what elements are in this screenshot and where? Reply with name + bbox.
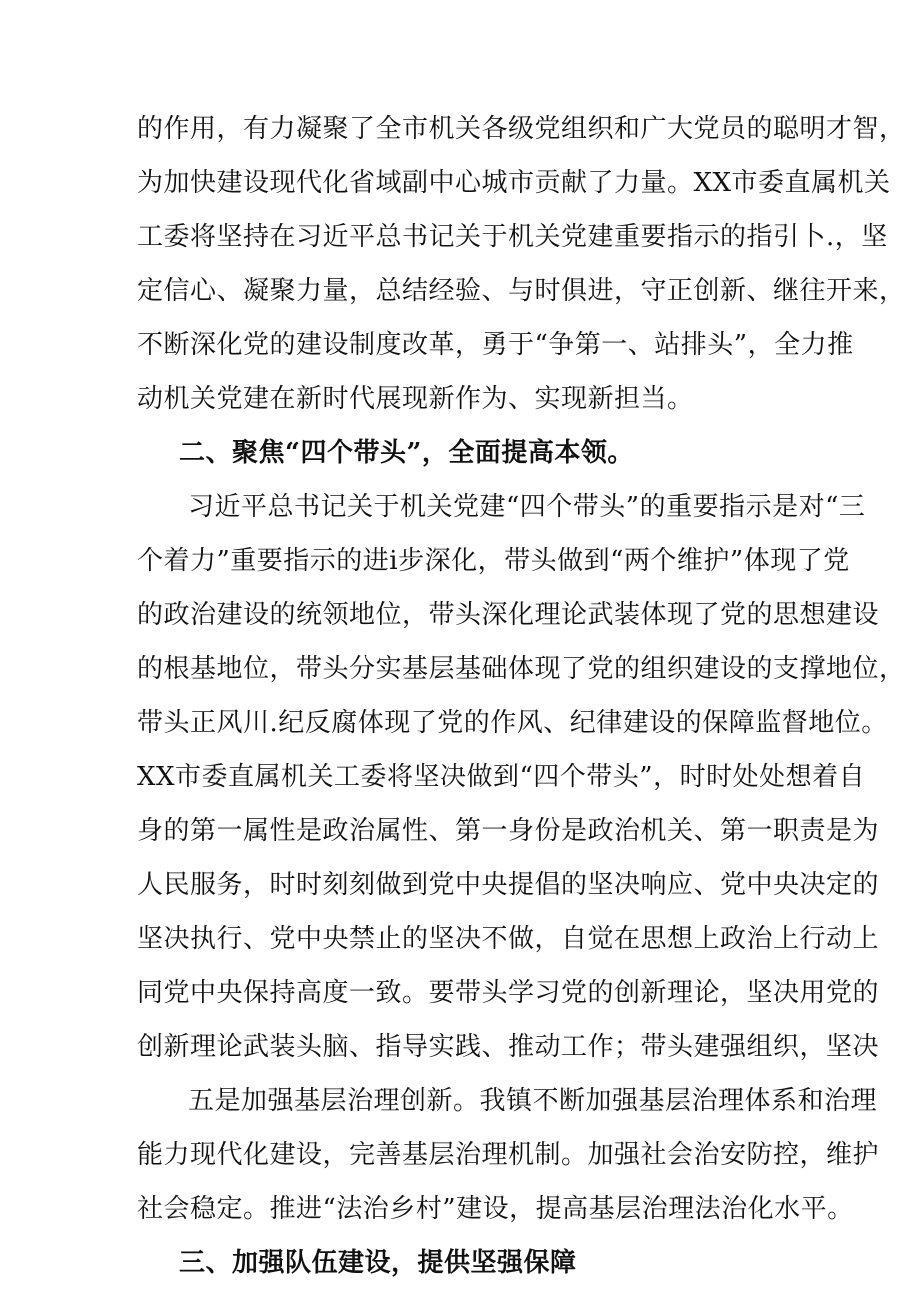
paragraph-1-line-6: 动机关党建在新时代展现新作为、实现新担当。 [137,384,694,414]
paragraph-2-line-7: 身的第一属性是政治属性、第一身份是政治机关、第一职责是为 [137,816,880,846]
paragraph-3-line-3: 社会稳定。推进“法治乡村”建设，提高基层治理法治化水平。 [137,1194,854,1224]
paragraph-3-line-1: 五是加强基层治理创新。我镇不断加强基层治理体系和治理 [188,1086,878,1116]
paragraph-2-line-9: 坚决执行、党中央禁止的坚决不做，自觉在思想上政治上行动上 [137,924,880,954]
paragraph-1-line-5: 不断深化党的建设制度改革，勇于“争第一、站排头”，全力推 [137,330,854,360]
section-heading-2: 二、聚焦“四个带头”，全面提高本领。 [179,438,634,468]
paragraph-2-line-2: 个着力”重要指示的进i步深化，带头做到“两个维护”体现了党 [137,546,850,576]
paragraph-1-line-4: 定信心、凝聚力量，总结经验、与时俱进，守正创新、继往开来， [137,276,906,306]
paragraph-1-line-1: 的作用，有力凝聚了全市机关各级党组织和广大党员的聪明才智， [137,114,906,144]
paragraph-2-line-11: 创新理论武装头脑、指导实践、推动工作；带头建强组织，坚决 [137,1032,880,1062]
paragraph-2-line-5: 带头正风川.纪反腐体现了党的作风、纪律建设的保障监督地位。 [137,708,888,738]
paragraph-2-line-1: 习近平总书记关于机关党建“四个带头”的重要指示是对“三 [188,492,866,522]
paragraph-1-line-3: 工委将坚持在习近平总书记关于机关党建重要指示的指引卜.，坚 [137,222,888,252]
paragraph-3-line-2: 能力现代化建设，完善基层治理机制。加强社会治安防控，维护 [137,1140,880,1170]
paragraph-2-line-4: 的根基地位，带头分实基层基础体现了党的组织建设的支撑地位， [137,654,906,684]
paragraph-2-line-3: 的政治建设的统领地位，带头深化理论武装体现了党的思想建设 [137,600,880,630]
paragraph-2-line-8: 人民服务，时时刻刻做到党中央提倡的坚决响应、党中央决定的 [137,870,880,900]
paragraph-2-line-10: 同党中央保持高度一致。要带头学习党的创新理论，坚决用党的 [137,978,880,1008]
paragraph-2-line-6: XX市委直属机关工委将坚决做到“四个带头”，时时处处想着自 [137,762,866,792]
section-heading-3: 三、加强队伍建设，提供坚强保障 [179,1248,577,1278]
paragraph-1-line-2: 为加快建设现代化省域副中心城市贡献了力量。XX市委直属机关 [137,168,891,198]
